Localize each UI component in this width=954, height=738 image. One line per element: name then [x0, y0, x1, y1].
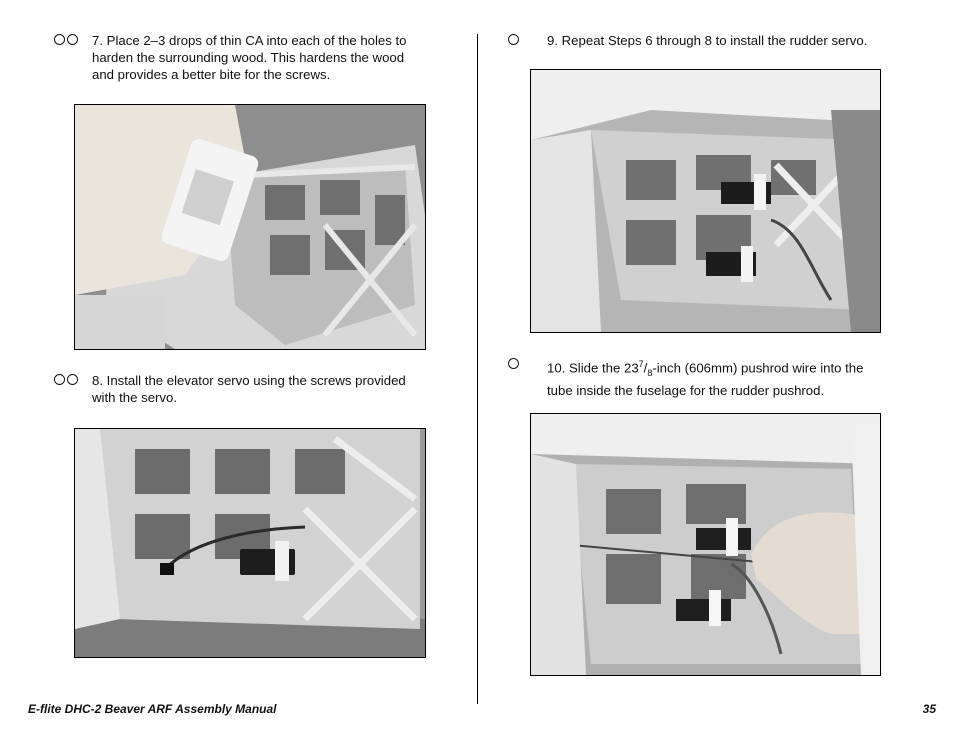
step-7-line-2: harden the surrounding wood. This hardens the wood	[92, 50, 405, 65]
footer-manual-title: E-flite DHC-2 Beaver ARF Assembly Manual	[28, 702, 277, 716]
step-10	[508, 356, 908, 399]
step-10-text-pre: 10. Slide the 23	[547, 360, 639, 376]
photo-rudder-servo-installed	[530, 69, 881, 333]
fraction-denominator: 8	[647, 368, 653, 379]
column-divider	[477, 34, 478, 704]
photo-pushrod-insertion	[530, 413, 881, 676]
page-number: 35	[922, 702, 936, 716]
step-10-line-1: 10. Slide the $23^7/_8$-inch (606mm) pushrod wire into the	[547, 359, 864, 379]
step-9-checkbox[interactable]	[508, 32, 521, 49]
step-8-checkboxes[interactable]	[54, 372, 80, 389]
step-10-checkbox[interactable]	[508, 356, 521, 373]
step-10-text-post: -inch (606mm) pushrod wire into the	[652, 360, 864, 376]
photo-ca-bottle-application	[74, 104, 426, 350]
step-7-line-1: 7. Place 2–3 drops of thin CA into each of the holes to	[92, 33, 407, 48]
step-10-line-2: tube inside the fuselage for the rudder pushrod.	[547, 383, 825, 399]
step-9	[508, 32, 908, 50]
fraction-numerator: 7	[638, 359, 644, 369]
photo-elevator-servo-installed	[74, 428, 426, 658]
step-8	[54, 372, 434, 408]
step-8-line-1: 8. Install the elevator servo using the screws provided	[92, 373, 406, 388]
step-7-line-3: and provides a better bite for the screws.	[92, 67, 331, 82]
step-9-line-1: 9. Repeat Steps 6 through 8 to install the rudder servo.	[547, 33, 868, 48]
step-7	[54, 32, 434, 86]
step-7-checkboxes[interactable]	[54, 32, 80, 49]
step-8-line-2: with the servo.	[92, 390, 178, 405]
